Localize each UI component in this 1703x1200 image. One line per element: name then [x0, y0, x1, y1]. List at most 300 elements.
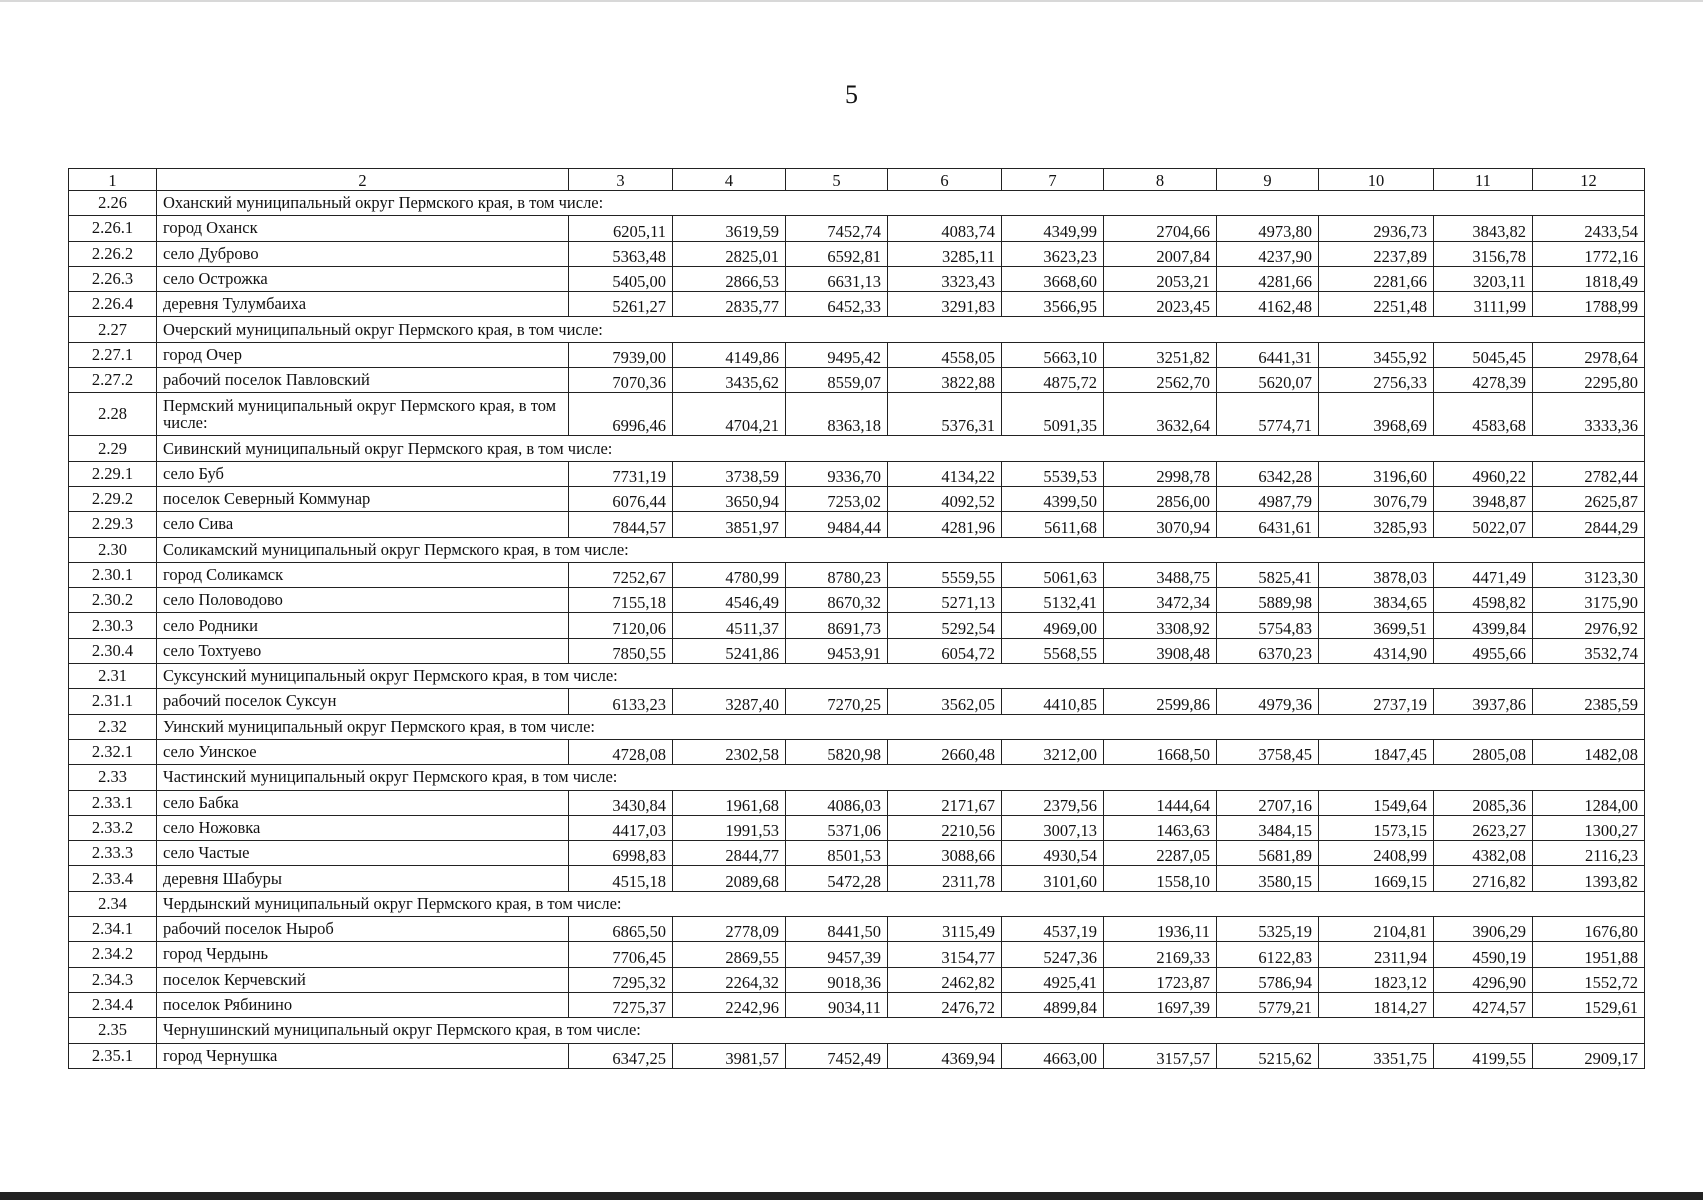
settlement-name: село Половодово: [157, 588, 569, 613]
group-title: Оханский муниципальный округ Пермского края, в том числе:: [157, 191, 1645, 216]
row-number: 2.27.2: [69, 368, 157, 393]
value-cell: 3285,93: [1319, 512, 1434, 537]
value-cell: 4511,37: [673, 613, 786, 638]
value-cell: 4590,19: [1434, 942, 1533, 967]
value-cell: 2623,27: [1434, 815, 1533, 840]
value-cell: 2242,96: [673, 992, 786, 1017]
value-cell: 6076,44: [569, 486, 673, 511]
value-cell: 4960,22: [1434, 461, 1533, 486]
value-cell: 9495,42: [786, 342, 888, 367]
row-number: 2.26.3: [69, 266, 157, 291]
value-cell: 2023,45: [1104, 292, 1217, 317]
group-row: [69, 436, 1645, 461]
settlement-name: поселок Рябинино: [157, 992, 569, 1017]
value-cell: 1463,63: [1104, 815, 1217, 840]
value-cell: 4274,57: [1434, 992, 1533, 1017]
value-cell: 9453,91: [786, 638, 888, 663]
value-cell: 2007,84: [1104, 241, 1217, 266]
value-cell: 2169,33: [1104, 942, 1217, 967]
value-cell: 3472,34: [1104, 588, 1217, 613]
header-cell: 7: [1002, 169, 1104, 191]
settlement-name: поселок Северный Коммунар: [157, 486, 569, 511]
value-cell: 5568,55: [1002, 638, 1104, 663]
value-cell: 2210,56: [888, 815, 1002, 840]
row-number: 2.33.2: [69, 815, 157, 840]
value-cell: 2311,94: [1319, 942, 1434, 967]
table-row: [69, 638, 1645, 663]
table-row: [69, 689, 1645, 714]
group-row: [69, 891, 1645, 916]
settlement-name: город Соликамск: [157, 562, 569, 587]
table-row: [69, 866, 1645, 891]
value-cell: 3566,95: [1002, 292, 1104, 317]
value-cell: 4410,85: [1002, 689, 1104, 714]
row-number: 2.30.4: [69, 638, 157, 663]
value-cell: 4583,68: [1434, 393, 1533, 436]
value-cell: 3175,90: [1533, 588, 1645, 613]
group-row: [69, 1018, 1645, 1043]
value-cell: 5215,62: [1217, 1043, 1319, 1068]
header-cell: 6: [888, 169, 1002, 191]
value-cell: 1697,39: [1104, 992, 1217, 1017]
value-cell: 3115,49: [888, 917, 1002, 942]
value-cell: 6452,33: [786, 292, 888, 317]
row-number: 2.32: [69, 714, 157, 739]
group-title: Соликамский муниципальный округ Пермского края, в том числе:: [157, 537, 1645, 562]
group-title: Суксунский муниципальный округ Пермского края, в том числе:: [157, 664, 1645, 689]
value-cell: 2976,92: [1533, 613, 1645, 638]
value-cell: 3968,69: [1319, 393, 1434, 436]
row-number: 2.30: [69, 537, 157, 562]
group-title: Уинский муниципальный округ Пермского края, в том числе:: [157, 714, 1645, 739]
value-cell: 6431,61: [1217, 512, 1319, 537]
row-number: 2.29.2: [69, 486, 157, 511]
header-cell: 12: [1533, 169, 1645, 191]
value-cell: 4558,05: [888, 342, 1002, 367]
value-cell: 3007,13: [1002, 815, 1104, 840]
value-cell: 3196,60: [1319, 461, 1434, 486]
value-cell: 7275,37: [569, 992, 673, 1017]
row-number: 2.29: [69, 436, 157, 461]
value-cell: 7270,25: [786, 689, 888, 714]
header-cell: 5: [786, 169, 888, 191]
row-number: 2.26: [69, 191, 157, 216]
settlement-name: село Частые: [157, 841, 569, 866]
value-cell: 2599,86: [1104, 689, 1217, 714]
value-cell: 1482,08: [1533, 739, 1645, 764]
group-title: Сивинский муниципальный округ Пермского края, в том числе:: [157, 436, 1645, 461]
value-cell: 2251,48: [1319, 292, 1434, 317]
row-number: 2.30.2: [69, 588, 157, 613]
value-cell: 3351,75: [1319, 1043, 1434, 1068]
value-cell: 3580,15: [1217, 866, 1319, 891]
value-cell: 8441,50: [786, 917, 888, 942]
value-cell: 1847,45: [1319, 739, 1434, 764]
value-cell: 8691,73: [786, 613, 888, 638]
group-row: [69, 714, 1645, 739]
settlement-name: село Сива: [157, 512, 569, 537]
table-row: [69, 790, 1645, 815]
value-cell: 6342,28: [1217, 461, 1319, 486]
value-cell: 7452,74: [786, 216, 888, 241]
value-cell: 3619,59: [673, 216, 786, 241]
value-cell: 6996,46: [569, 393, 673, 436]
settlement-name: рабочий поселок Суксун: [157, 689, 569, 714]
value-cell: 7253,02: [786, 486, 888, 511]
row-number: 2.26.4: [69, 292, 157, 317]
group-row: [69, 664, 1645, 689]
value-cell: 2433,54: [1533, 216, 1645, 241]
value-cell: 7850,55: [569, 638, 673, 663]
value-cell: 5292,54: [888, 613, 1002, 638]
value-cell: 7706,45: [569, 942, 673, 967]
value-cell: 3157,57: [1104, 1043, 1217, 1068]
value-cell: 6998,83: [569, 841, 673, 866]
value-cell: 3088,66: [888, 841, 1002, 866]
value-cell: 5559,55: [888, 562, 1002, 587]
value-cell: 3851,97: [673, 512, 786, 537]
value-cell: 2385,59: [1533, 689, 1645, 714]
value-cell: 6205,11: [569, 216, 673, 241]
value-cell: 5091,35: [1002, 393, 1104, 436]
value-cell: 1723,87: [1104, 967, 1217, 992]
value-cell: 5045,45: [1434, 342, 1533, 367]
table-row: [69, 992, 1645, 1017]
value-cell: 6122,83: [1217, 942, 1319, 967]
value-cell: 4979,36: [1217, 689, 1319, 714]
row-number: 2.31.1: [69, 689, 157, 714]
table-row: [69, 815, 1645, 840]
settlement-name: село Уинское: [157, 739, 569, 764]
value-cell: 2805,08: [1434, 739, 1533, 764]
value-cell: 3822,88: [888, 368, 1002, 393]
value-cell: 9457,39: [786, 942, 888, 967]
value-cell: 2089,68: [673, 866, 786, 891]
value-cell: 2856,00: [1104, 486, 1217, 511]
value-cell: 2869,55: [673, 942, 786, 967]
value-cell: 2287,05: [1104, 841, 1217, 866]
value-cell: 6347,25: [569, 1043, 673, 1068]
value-cell: 1951,88: [1533, 942, 1645, 967]
value-cell: 5132,41: [1002, 588, 1104, 613]
table-row: [69, 216, 1645, 241]
value-cell: 8559,07: [786, 368, 888, 393]
value-cell: 5611,68: [1002, 512, 1104, 537]
row-number: 2.34.3: [69, 967, 157, 992]
value-cell: 3484,15: [1217, 815, 1319, 840]
value-cell: 2295,80: [1533, 368, 1645, 393]
value-cell: 1529,61: [1533, 992, 1645, 1017]
value-cell: 3430,84: [569, 790, 673, 815]
row-number: 2.28: [69, 393, 157, 436]
value-cell: 4382,08: [1434, 841, 1533, 866]
value-cell: 5663,10: [1002, 342, 1104, 367]
value-cell: 7295,32: [569, 967, 673, 992]
value-cell: 4546,49: [673, 588, 786, 613]
value-cell: 6441,31: [1217, 342, 1319, 367]
settlement-name: поселок Керчевский: [157, 967, 569, 992]
table-row: [69, 241, 1645, 266]
value-cell: 5889,98: [1217, 588, 1319, 613]
value-cell: 7252,67: [569, 562, 673, 587]
row-number: 2.27: [69, 317, 157, 342]
group-title: Чернушинский муниципальный округ Пермского края, в том числе:: [157, 1018, 1645, 1043]
value-cell: 6865,50: [569, 917, 673, 942]
tariff-table: [68, 168, 1645, 1069]
value-cell: 2707,16: [1217, 790, 1319, 815]
value-cell: 5247,36: [1002, 942, 1104, 967]
value-cell: 6592,81: [786, 241, 888, 266]
value-cell: 4369,94: [888, 1043, 1002, 1068]
value-cell: 4237,90: [1217, 241, 1319, 266]
value-cell: 3488,75: [1104, 562, 1217, 587]
value-cell: 2716,82: [1434, 866, 1533, 891]
value-cell: 3287,40: [673, 689, 786, 714]
value-cell: 6133,23: [569, 689, 673, 714]
settlement-name: село Бабка: [157, 790, 569, 815]
value-cell: 2756,33: [1319, 368, 1434, 393]
table-row: [69, 917, 1645, 942]
table-row: [69, 342, 1645, 367]
value-cell: 3843,82: [1434, 216, 1533, 241]
value-cell: 1669,15: [1319, 866, 1434, 891]
table-row: [69, 512, 1645, 537]
value-cell: 2978,64: [1533, 342, 1645, 367]
group-title: Частинский муниципальный округ Пермского края, в том числе:: [157, 765, 1645, 790]
settlement-name: рабочий поселок Павловский: [157, 368, 569, 393]
header-cell: 1: [69, 169, 157, 191]
row-number: 2.33.1: [69, 790, 157, 815]
settlement-name: село Родники: [157, 613, 569, 638]
value-cell: 4162,48: [1217, 292, 1319, 317]
value-cell: 3251,82: [1104, 342, 1217, 367]
value-cell: 3981,57: [673, 1043, 786, 1068]
value-cell: 4281,96: [888, 512, 1002, 537]
value-cell: 1284,00: [1533, 790, 1645, 815]
value-cell: 4875,72: [1002, 368, 1104, 393]
value-cell: 5681,89: [1217, 841, 1319, 866]
value-cell: 4537,19: [1002, 917, 1104, 942]
row-number: 2.30.3: [69, 613, 157, 638]
value-cell: 3285,11: [888, 241, 1002, 266]
value-cell: 2909,17: [1533, 1043, 1645, 1068]
value-cell: 2782,44: [1533, 461, 1645, 486]
value-cell: 5779,21: [1217, 992, 1319, 1017]
row-number: 2.30.1: [69, 562, 157, 587]
value-cell: 2562,70: [1104, 368, 1217, 393]
value-cell: 1573,15: [1319, 815, 1434, 840]
value-cell: 4083,74: [888, 216, 1002, 241]
value-cell: 3291,83: [888, 292, 1002, 317]
value-cell: 2660,48: [888, 739, 1002, 764]
value-cell: 7939,00: [569, 342, 673, 367]
row-number: 2.35.1: [69, 1043, 157, 1068]
value-cell: 3668,60: [1002, 266, 1104, 291]
value-cell: 1961,68: [673, 790, 786, 815]
row-number: 2.31: [69, 664, 157, 689]
value-cell: 3203,11: [1434, 266, 1533, 291]
table-body: [69, 191, 1645, 1069]
settlement-name: село Буб: [157, 461, 569, 486]
value-cell: 3908,48: [1104, 638, 1217, 663]
value-cell: 4134,22: [888, 461, 1002, 486]
value-cell: 3632,64: [1104, 393, 1217, 436]
value-cell: 1818,49: [1533, 266, 1645, 291]
header-cell: 3: [569, 169, 673, 191]
settlement-name: Пермский муниципальный округ Пермского края, в том числе:: [157, 393, 569, 436]
value-cell: 2408,99: [1319, 841, 1434, 866]
value-cell: 4728,08: [569, 739, 673, 764]
value-cell: 2825,01: [673, 241, 786, 266]
value-cell: 7155,18: [569, 588, 673, 613]
row-number: 2.26.2: [69, 241, 157, 266]
value-cell: 7120,06: [569, 613, 673, 638]
settlement-name: город Оханск: [157, 216, 569, 241]
value-cell: 3154,77: [888, 942, 1002, 967]
page-number: 5: [845, 80, 858, 109]
value-cell: 3937,86: [1434, 689, 1533, 714]
value-cell: 2171,67: [888, 790, 1002, 815]
row-number: 2.34.4: [69, 992, 157, 1017]
group-row: [69, 537, 1645, 562]
row-number: 2.33.3: [69, 841, 157, 866]
header-cell: 8: [1104, 169, 1217, 191]
table-row: [69, 841, 1645, 866]
row-number: 2.34.2: [69, 942, 157, 967]
row-number: 2.27.1: [69, 342, 157, 367]
value-cell: 5271,13: [888, 588, 1002, 613]
value-cell: 6054,72: [888, 638, 1002, 663]
value-cell: 5325,19: [1217, 917, 1319, 942]
value-cell: 5241,86: [673, 638, 786, 663]
value-cell: 3111,99: [1434, 292, 1533, 317]
row-number: 2.26.1: [69, 216, 157, 241]
value-cell: 2053,21: [1104, 266, 1217, 291]
value-cell: 3906,29: [1434, 917, 1533, 942]
row-number: 2.33.4: [69, 866, 157, 891]
value-cell: 1991,53: [673, 815, 786, 840]
value-cell: 3532,74: [1533, 638, 1645, 663]
value-cell: 3323,43: [888, 266, 1002, 291]
table-row: [69, 292, 1645, 317]
table-row: [69, 1043, 1645, 1068]
row-number: 2.32.1: [69, 739, 157, 764]
group-title: Очерский муниципальный округ Пермского края, в том числе:: [157, 317, 1645, 342]
value-cell: 4930,54: [1002, 841, 1104, 866]
row-number: 2.34: [69, 891, 157, 916]
value-cell: 5539,53: [1002, 461, 1104, 486]
value-cell: 1772,16: [1533, 241, 1645, 266]
value-cell: 3070,94: [1104, 512, 1217, 537]
value-cell: 2116,23: [1533, 841, 1645, 866]
group-row: [69, 765, 1645, 790]
value-cell: 3076,79: [1319, 486, 1434, 511]
value-cell: 7844,57: [569, 512, 673, 537]
value-cell: 2704,66: [1104, 216, 1217, 241]
value-cell: 4780,99: [673, 562, 786, 587]
value-cell: 2476,72: [888, 992, 1002, 1017]
value-cell: 5376,31: [888, 393, 1002, 436]
table-row: [69, 368, 1645, 393]
value-cell: 4899,84: [1002, 992, 1104, 1017]
row-number: 2.29.3: [69, 512, 157, 537]
value-cell: 2844,29: [1533, 512, 1645, 537]
value-cell: 5472,28: [786, 866, 888, 891]
table-row: [69, 739, 1645, 764]
header-cell: 4: [673, 169, 786, 191]
scan-top-edge: [0, 0, 1703, 2]
value-cell: 5022,07: [1434, 512, 1533, 537]
value-cell: 1676,80: [1533, 917, 1645, 942]
value-cell: 2264,32: [673, 967, 786, 992]
group-row: [69, 191, 1645, 216]
table-row: [69, 393, 1645, 436]
value-cell: 4281,66: [1217, 266, 1319, 291]
value-cell: 2835,77: [673, 292, 786, 317]
table-row: [69, 486, 1645, 511]
group-row: [69, 317, 1645, 342]
settlement-name: деревня Шабуры: [157, 866, 569, 891]
value-cell: 2625,87: [1533, 486, 1645, 511]
value-cell: 3212,00: [1002, 739, 1104, 764]
value-cell: 2237,89: [1319, 241, 1434, 266]
scan-bottom-edge: [0, 1192, 1703, 1200]
value-cell: 4349,99: [1002, 216, 1104, 241]
value-cell: 4399,84: [1434, 613, 1533, 638]
row-number: 2.29.1: [69, 461, 157, 486]
value-cell: 4314,90: [1319, 638, 1434, 663]
value-cell: 5405,00: [569, 266, 673, 291]
value-cell: 3156,78: [1434, 241, 1533, 266]
header-cell: 9: [1217, 169, 1319, 191]
table-row: [69, 588, 1645, 613]
value-cell: 3834,65: [1319, 588, 1434, 613]
value-cell: 1444,64: [1104, 790, 1217, 815]
value-cell: 1668,50: [1104, 739, 1217, 764]
row-number: 2.35: [69, 1018, 157, 1043]
value-cell: 3308,92: [1104, 613, 1217, 638]
value-cell: 7070,36: [569, 368, 673, 393]
value-cell: 9484,44: [786, 512, 888, 537]
value-cell: 4925,41: [1002, 967, 1104, 992]
value-cell: 3562,05: [888, 689, 1002, 714]
value-cell: 4399,50: [1002, 486, 1104, 511]
value-cell: 2085,36: [1434, 790, 1533, 815]
value-cell: 3455,92: [1319, 342, 1434, 367]
value-cell: 4973,80: [1217, 216, 1319, 241]
value-cell: 1558,10: [1104, 866, 1217, 891]
value-cell: 5754,83: [1217, 613, 1319, 638]
value-cell: 3758,45: [1217, 739, 1319, 764]
value-cell: 6370,23: [1217, 638, 1319, 663]
value-cell: 4663,00: [1002, 1043, 1104, 1068]
value-cell: 5774,71: [1217, 393, 1319, 436]
table-row: [69, 562, 1645, 587]
value-cell: 5820,98: [786, 739, 888, 764]
value-cell: 1552,72: [1533, 967, 1645, 992]
value-cell: 5786,94: [1217, 967, 1319, 992]
value-cell: 3738,59: [673, 461, 786, 486]
value-cell: 8501,53: [786, 841, 888, 866]
value-cell: 4149,86: [673, 342, 786, 367]
value-cell: 4417,03: [569, 815, 673, 840]
value-cell: 3948,87: [1434, 486, 1533, 511]
value-cell: 4296,90: [1434, 967, 1533, 992]
header-cell: 11: [1434, 169, 1533, 191]
value-cell: 3878,03: [1319, 562, 1434, 587]
value-cell: 3699,51: [1319, 613, 1434, 638]
value-cell: 3650,94: [673, 486, 786, 511]
